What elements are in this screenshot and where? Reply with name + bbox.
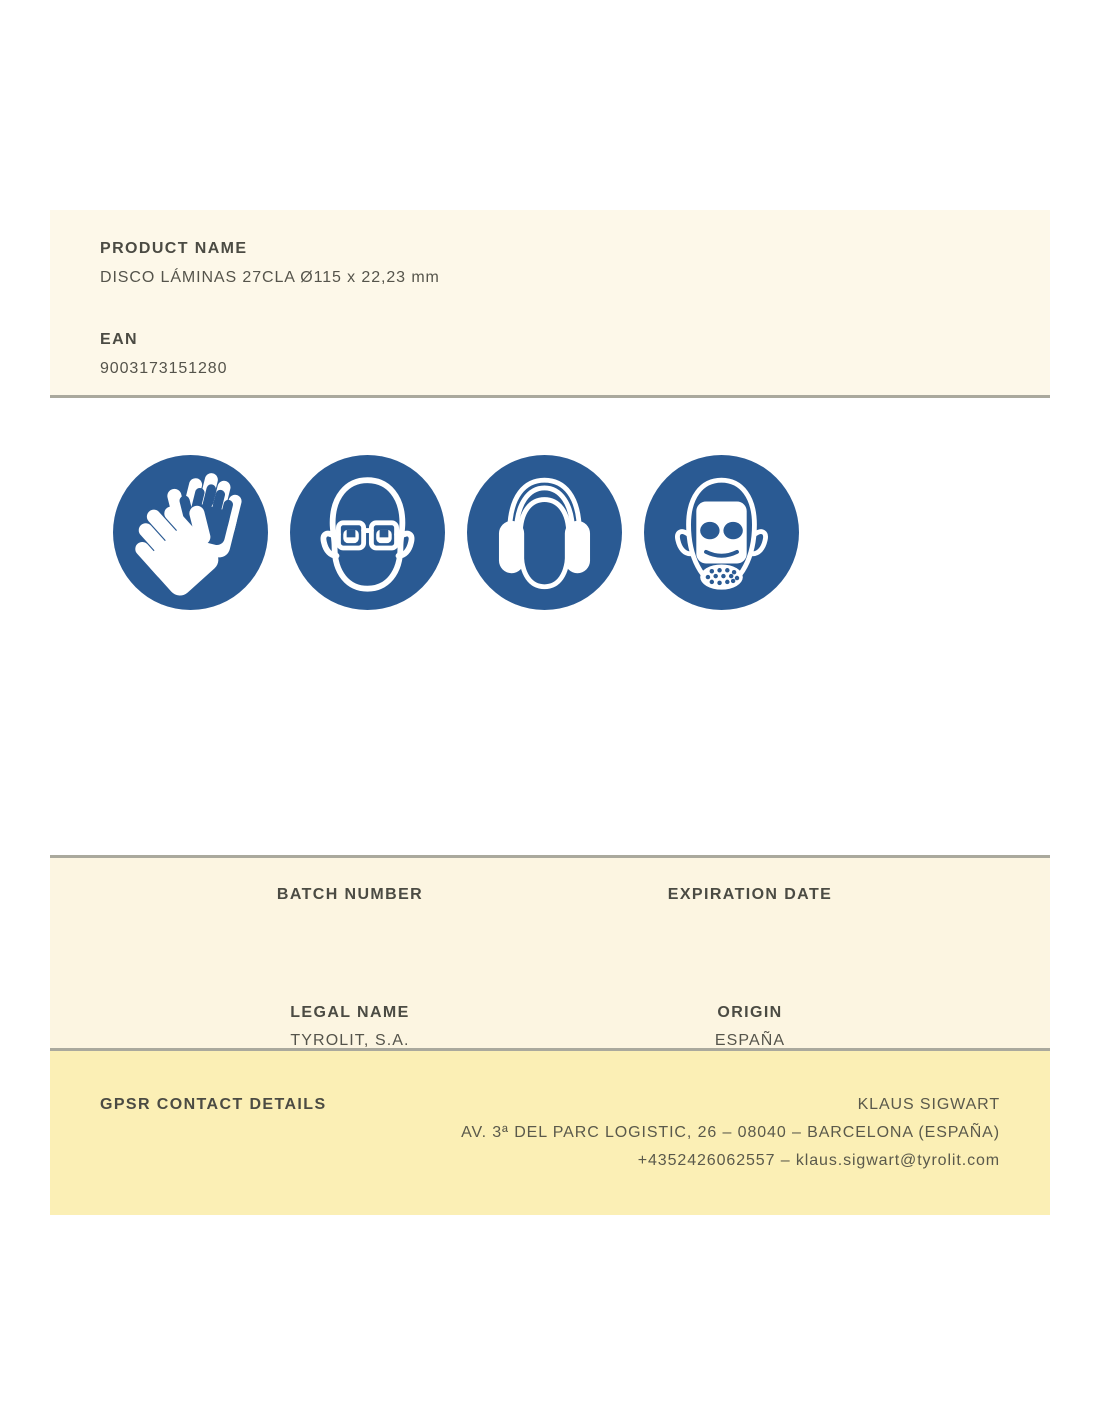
legal-name-value: TYROLIT, S.A. (290, 1032, 410, 1049)
expiration-date-label: EXPIRATION DATE (667, 886, 833, 903)
batch-details-panel (50, 855, 1050, 1051)
batch-number-label: BATCH NUMBER (276, 886, 424, 903)
details-right-column (550, 886, 950, 1050)
gpsr-contact-name: KLAUS SIGWART (857, 1096, 1000, 1113)
batch-number-value (150, 914, 550, 932)
safety-icons-row (113, 455, 799, 610)
origin-value: ESPAÑA (714, 1032, 786, 1049)
wear-respiratory-protection-icon (644, 455, 799, 610)
ean-block (100, 331, 1000, 378)
product-name-block (100, 240, 1000, 287)
expiration-date-value (550, 914, 950, 932)
details-left-column (150, 886, 550, 1050)
gpsr-contact-phone-email: +4352426062557 – klaus.sigwart@tyrolit.com (637, 1152, 1000, 1169)
gpsr-contact-label: GPSR CONTACT DETAILS (100, 1096, 327, 1113)
legal-name-label: LEGAL NAME (290, 1004, 410, 1021)
ean-value: 9003173151280 (100, 360, 228, 377)
details-grid (150, 886, 950, 1050)
product-name-value: DISCO LÁMINAS 27CLA Ø115 x 22,23 mm (100, 269, 440, 286)
product-name-label: PRODUCT NAME (100, 240, 248, 257)
gpsr-contact-info (461, 1091, 1000, 1175)
gpsr-contact-row (100, 1096, 1000, 1175)
origin-label: ORIGIN (717, 1004, 783, 1021)
product-info-panel (50, 210, 1050, 398)
wear-ear-protection-icon (467, 455, 622, 610)
gpsr-contact-address: AV. 3ª DEL PARC LOGISTIC, 26 – 08040 – BARCELONA (ESPAÑA) (461, 1124, 1000, 1141)
ean-label: EAN (100, 331, 138, 348)
gpsr-contact-panel (50, 1051, 1050, 1215)
wear-protective-gloves-icon (113, 455, 268, 610)
wear-eye-protection-icon (290, 455, 445, 610)
